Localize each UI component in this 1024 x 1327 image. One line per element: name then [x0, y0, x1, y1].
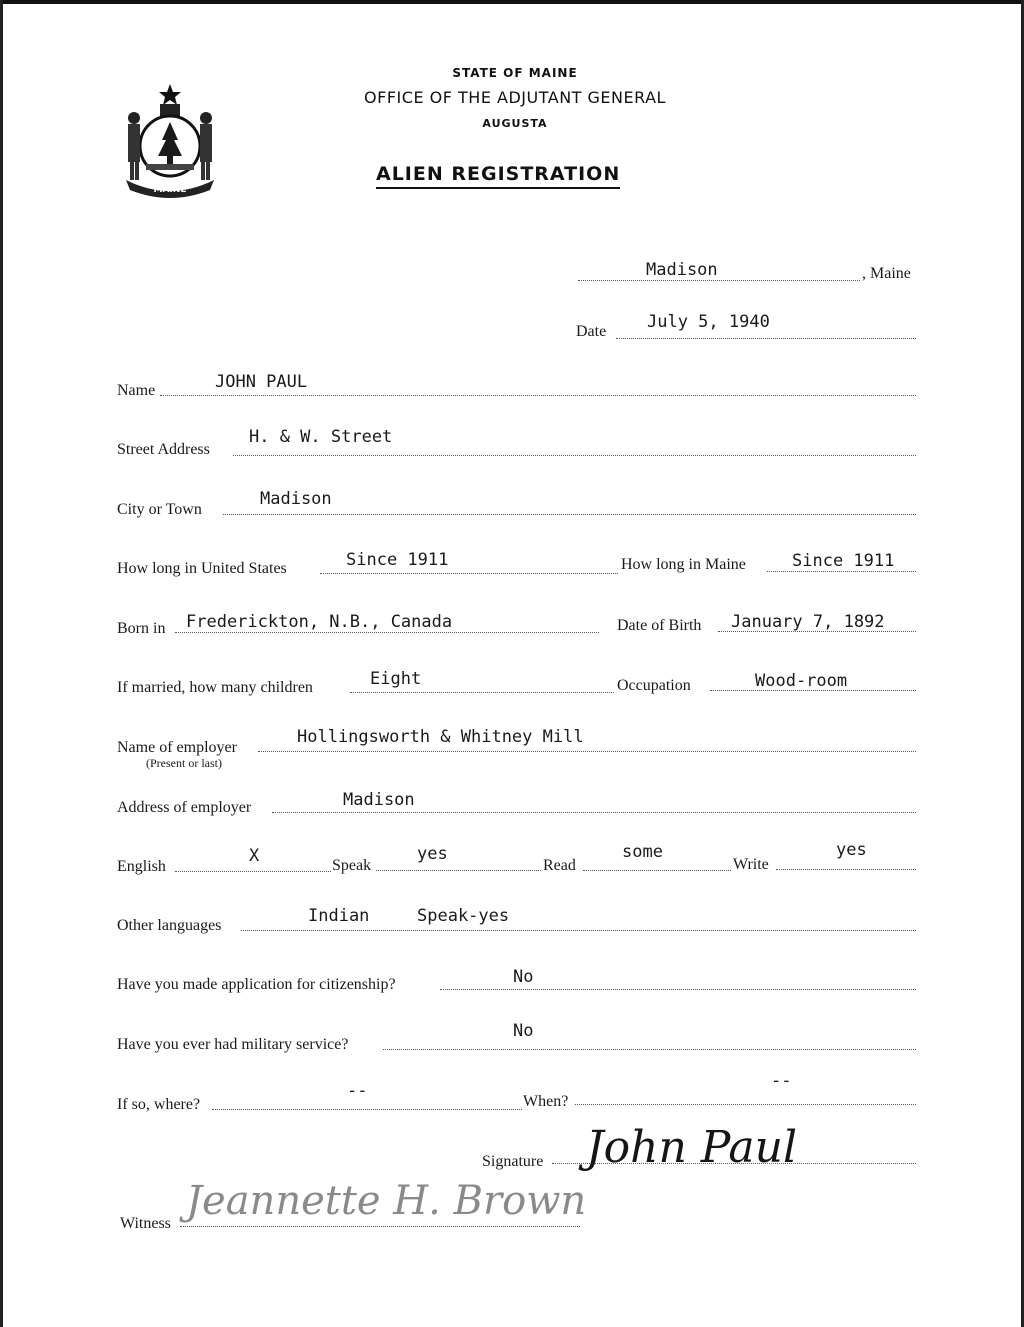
- write-line: [776, 869, 916, 870]
- witness-line: [180, 1226, 580, 1227]
- write-value: yes: [836, 840, 867, 860]
- date-value: July 5, 1940: [647, 312, 770, 332]
- where-value: --: [347, 1081, 368, 1101]
- write-label: Write: [733, 856, 769, 873]
- citizenship-label: Have you made application for citizenship?: [117, 976, 396, 993]
- witness-label: Witness: [120, 1215, 171, 1232]
- citizenship-value: No: [513, 967, 534, 987]
- date-label: Date: [576, 323, 607, 340]
- occupation-label: Occupation: [617, 677, 691, 694]
- other-languages-line: [241, 930, 916, 931]
- name-value: JOHN PAUL: [215, 372, 308, 392]
- employer-sublabel: (Present or last): [146, 756, 222, 770]
- when-value: --: [771, 1071, 792, 1091]
- children-value: Eight: [370, 669, 422, 689]
- citizenship-line: [440, 989, 916, 990]
- witness-value: Jeannette H. Brown: [186, 1178, 587, 1224]
- read-line: [583, 870, 731, 871]
- read-value: some: [622, 842, 663, 862]
- other-languages-label: Other languages: [117, 917, 222, 934]
- name-label: Name: [117, 382, 156, 399]
- children-line: [350, 692, 614, 693]
- how-long-us-value: Since 1911: [346, 550, 449, 570]
- military-label: Have you ever had military service?: [117, 1036, 349, 1053]
- street-address-label: Street Address: [117, 441, 210, 458]
- when-label: When?: [523, 1093, 569, 1110]
- english-label: English: [117, 858, 166, 875]
- military-value: No: [513, 1021, 534, 1041]
- date-of-birth-value: January 7, 1892: [731, 612, 885, 632]
- name-line: [160, 395, 916, 396]
- other-languages-extra: Speak-yes: [417, 906, 510, 926]
- speak-label: Speak: [332, 857, 372, 874]
- born-in-label: Born in: [117, 620, 166, 637]
- when-line: [575, 1104, 916, 1105]
- employer-address-label: Address of employer: [117, 799, 252, 816]
- city-line: [223, 514, 916, 515]
- street-address-line: [233, 455, 916, 456]
- left-border: [0, 0, 3, 1327]
- where-line: [212, 1109, 522, 1110]
- how-long-us-line: [320, 573, 618, 574]
- date-of-birth-label: Date of Birth: [617, 617, 702, 634]
- employer-label: Name of employer: [117, 739, 237, 756]
- english-value: X: [249, 846, 260, 866]
- speak-value: yes: [417, 844, 448, 864]
- english-line: [175, 871, 331, 872]
- state-seal-icon: [118, 80, 222, 200]
- signature-value: John Paul: [586, 1122, 798, 1173]
- how-long-maine-line: [767, 571, 916, 572]
- military-line: [383, 1049, 916, 1050]
- other-languages-value: Indian: [308, 906, 370, 926]
- how-long-us-label: How long in United States: [117, 560, 287, 577]
- signature-label: Signature: [482, 1153, 544, 1170]
- form-title: ALIEN REGISTRATION: [376, 163, 620, 189]
- date-line: [616, 338, 916, 339]
- location-line: [578, 280, 860, 281]
- occupation-value: Wood-room: [755, 671, 848, 691]
- city-value: Madison: [260, 489, 332, 509]
- city-heading: AUGUSTA: [482, 117, 548, 130]
- employer-value: Hollingsworth & Whitney Mill: [297, 727, 584, 747]
- office-heading: OFFICE OF THE ADJUTANT GENERAL: [364, 88, 666, 107]
- employer-line: [258, 751, 916, 752]
- location-state-label: , Maine: [862, 265, 911, 282]
- state-heading: STATE OF MAINE: [452, 66, 578, 80]
- born-in-line: [175, 632, 599, 633]
- where-label: If so, where?: [117, 1096, 201, 1113]
- speak-line: [376, 870, 541, 871]
- seal-text: MAINE: [153, 185, 187, 195]
- top-border: [0, 0, 1024, 4]
- read-label: Read: [543, 857, 576, 874]
- children-label: If married, how many children: [117, 679, 313, 696]
- location-town-value: Madison: [646, 260, 718, 280]
- city-label: City or Town: [117, 501, 202, 518]
- employer-address-line: [272, 812, 916, 813]
- how-long-maine-value: Since 1911: [792, 551, 895, 571]
- how-long-maine-label: How long in Maine: [621, 556, 746, 573]
- employer-address-value: Madison: [343, 790, 415, 810]
- born-in-value: Frederickton, N.B., Canada: [186, 612, 453, 632]
- street-address-value: H. & W. Street: [249, 427, 393, 447]
